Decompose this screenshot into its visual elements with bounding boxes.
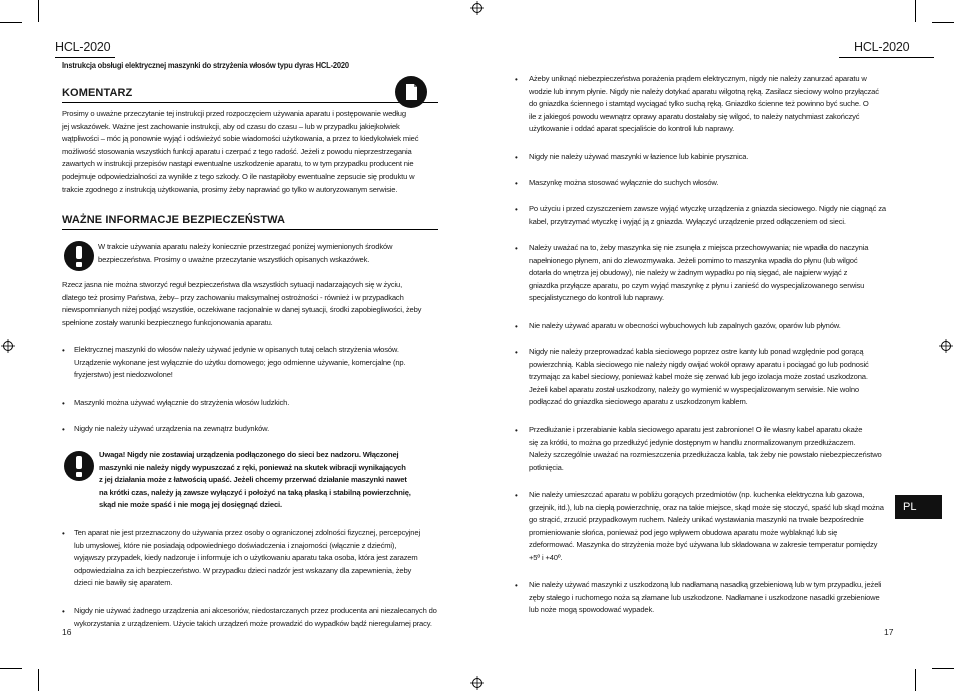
heading-rule (62, 229, 438, 230)
bullet-item: Maszynkę można stosować wyłącznie do suchych włosów. (529, 178, 719, 187)
bullet-item: Ten aparat nie jest przeznaczony do używania przez osoby o ograniczonej zdolności fizycznej, percepcyjnej lub umysłowej, które nie posiadają odpowiedniego doświadczenia i znajomości (włącznie z dziećmi), wyjąwszy przypadek, kiedy nadzoruje i informuje ich o użytkowaniu aparatu taka osoba, która jest zarazem odpowiedzialna za ich bezpieczeństwo. W przypadku dzieci nadzór jest wskazany dla zapewnienia, żeby dzieci nie bawiły się aparatem. (74, 528, 420, 588)
bullet-marker: • (515, 426, 518, 435)
page-number: 17 (884, 627, 894, 637)
bullet-item: Nigdy nie należy przeprowadzać kabla sieciowego poprzez ostre kanty lub ponad względnie pod gorącą powierzchnią. Kabla sieciowego nie należy nigdy owijać wokół oprawy aparatu i pociągać go lub podnosić trzymając za kabel sieciowy, ponieważ kabel może się zerwać lub jego izolacja może zostać uszkodzona. Jeżeli kabel aparatu został uszkodzony, należy go wymienić w wyspecjalizowanym serwisie. Nie wolno podłączać do gniazdka sieciowego aparatu z uszkodzonym kablem. (529, 347, 869, 407)
language-tab: PL (895, 495, 942, 519)
bullet-item: Elektrycznej maszynki do włosów należy używać jedynie w opisanych tutaj celach strzyżenia włosów. Urządzenie wykonane jest wyłącznie do użytku domowego; jego odmienne używanie, komercjalne (np. fryzjerstwo) jest niedozwolone! (74, 345, 406, 380)
bullet-marker: • (515, 244, 518, 253)
right-page (477, 0, 954, 691)
bullet-marker: • (62, 399, 65, 408)
safety-heading: WAŻNE INFORMACJE BEZPIECZEŃSTWA (62, 214, 286, 226)
safety-note: W trakcie używania aparatu należy koniecznie przestrzegać poniżej wymienionych środków bezpieczeństwa. Prosimy o uważne przeczytanie wszystkich opisanych wskazówek. (98, 242, 393, 264)
bullet-item: Nigdy nie należy używać urządzenia na zewnątrz budynków. (74, 424, 270, 433)
bullet-item: Przedłużanie i przerabianie kabla sieciowego aparatu jest zabronione! O ile własny kabel aparatu okaże się za krótki, to można go przedłużyć jedynie dostępnym w handlu znormalizowanym przedłużaczem. Należy szczególnie uważać na rozmieszczenia przedłużacza kabla, tak żeby nie powstało niebezpieczeństwo potknięcia. (529, 425, 882, 472)
rules-paragraph: Rzecz jasna nie można stworzyć reguł bezpieczeństwa dla wszystkich sytuacji nadarzających się w życiu, dlatego też prosimy Państwa, żeby– przy zachowaniu maksymalnej ostrożności - również i w przypadkach niewspomnianych niżej podjąć wszystkie, oczekiwane racjonalnie w danej sytuacji, środki zapobiegliwości, żeby spełnione zostały warunki bezpiecznego funkcjonowania aparatu. (62, 280, 422, 327)
bullet-marker: • (515, 75, 518, 84)
header-rule (55, 57, 115, 58)
bullet-item: Ażeby uniknąć niebezpieczeństwa porażenia prądem elektrycznym, nigdy nie należy zanurzać aparatu w wodzie lub innym płynie. Nigdy nie należy dotykać aparatu wilgotną ręką. Zasilacz sieciowy wolno przyłączać do gniazdka ściennego i stamtąd wyciągać tylko suchą ręką. Gniazdko ścienne też powinno być suche. O ile z jakiegoś powodu wewnątrz oprawy aparatu dostałaby się wilgoć, to należy natychmiast zakończyć użytkowanie i oddać aparat specjaliście do kontroli lub naprawy. (529, 74, 879, 134)
bullet-marker: • (515, 491, 518, 500)
bullet-item: Maszynki można używać wyłącznie do strzyżenia włosów ludzkich. (74, 398, 290, 407)
comment-paragraph: Prosimy o uważne przeczytanie tej instrukcji przed rozpoczęciem używania aparatu i postępowanie według jej wskazówek. Ważne jest zachowanie instrukcji, aby od czasu do czasu – lub w przypadku jakiejkolwiek wątpliwości – móc ją ponownie wyjąć i odświeżyć sobie wiadomości użytkowania, a przez to kiedykolwiek mieć możliwość stosowania wszystkich funkcji aparatu i czerpać z tego radość. Jeżeli z powodu nieprzestrzegania zawartych w instrukcji przepisów nastąpi ewentualne uszkodzenie aparatu, to w tym przypadku producent nie podejmuje odpowiedzialności za wynikłe z tego szkody. O ile nastąpiłoby ewentualne zepsucie się produktu w trakcie zgodnego z instrukcją użytkowania, prosimy żeby naprawiać go tylko w autoryzowanym serwisie. (62, 109, 419, 194)
bullet-item: Nie należy używać maszynki z uszkodzoną lub nadłamaną nasadką grzebieniową lub w tym przypadku, jeżeli zęby stałego i ruchomego noża są złamane lub uszkodzone. Nadłamane i uszkodzone nasadki grzebieniowe lub noże mogą spowodować wypadek. (529, 580, 882, 615)
warning-icon (64, 241, 94, 271)
bullet-marker: • (515, 205, 518, 214)
bullet-item: Nigdy nie należy używać maszynki w łazience lub kabinie prysznica. (529, 152, 749, 161)
bullet-item: Nie należy używać aparatu w obecności wybuchowych lub zapalnych gazów, oparów lub płynów. (529, 321, 841, 330)
bullet-item: Nigdy nie używać żadnego urządzenia ani akcesoriów, niedostarczanych przez producenta ani niezalecanych do wykorzystania z urządzeniem. Użycie takich urządzeń może prowadzić do wypadków bądź nieregularnej pracy. (74, 606, 437, 628)
bullet-item: Należy uważać na to, żeby maszynka się nie zsunęła z miejsca przechowywania; nie wpadła do naczynia napełnionego płynem, ani do zlewozmywaka. Jeżeli pomimo to maszynka wpadła do płynu (lub wilgoć dotarła do wnętrza jej obudowy), nie należy w żadnym wypadku po nią sięgać, ale najpierw wyjąć z gniazdka przyłącze aparatu, po czym wyjąć maszynkę z płynu i zanieść do wyspecjalizowanego serwisu specjalistycznego do kontroli lub naprawy. (529, 243, 869, 303)
bullet-marker: • (62, 346, 65, 355)
document-title: Instrukcja obsługi elektrycznej maszynki do strzyżenia włosów typu dyras HCL-2020 (62, 61, 349, 70)
warning-icon (64, 451, 94, 481)
heading-rule (62, 102, 438, 103)
bullet-item: Nie należy umieszczać aparatu w pobliżu gorących przedmiotów (np. kuchenka elektryczna lub gazowa, grzejnik, itd.), lub na ciepłą powierzchnię, oraz na takie miejsce, skąd może się stoczyć, spaść lub skąd można go strącić, zrzucić przypadkowym ruchem. Należy unikać wystawiania maszynki na trwałe bezpośrednie promieniowanie słońca, ponieważ pod jego wpływem obudowa aparatu może wyblaknąć lub się zdeformować. Maszynka do strzyżenia może być używana lub składowana w zakresie temperatur pomiędzy +5º i +40º. (529, 490, 884, 562)
model-label: HCL-2020 (55, 40, 111, 54)
model-label: HCL-2020 (854, 40, 910, 54)
warning-paragraph: Uwaga! Nigdy nie zostawiaj urządzenia podłączonego do sieci bez nadzoru. Włączonej maszynki nie należy nigdy wypuszczać z ręki, ponieważ na skutek wibracji wynikających z jej działania może z łatwością upaść. Jeżeli chcemy przerwać działanie maszynki nawet na krótki czas, należy ją zawsze wyłączyć i położyć na taką płaską i stabilną powierzchnię, skąd nie może spaść i nie mogą jej dosięgnąć dzieci. (99, 450, 411, 510)
bullet-marker: • (515, 179, 518, 188)
bullet-item: Po użyciu i przed czyszczeniem zawsze wyjąć wtyczkę urządzenia z gniazda sieciowego. Nigdy nie ciągnąć za kabel, przytrzymać wtyczkę i wyjąć ją z gniazda. Wyłączyć urządzenie przed odłączeniem od sieci. (529, 204, 886, 226)
document-icon (395, 76, 427, 108)
bullet-marker: • (515, 153, 518, 162)
page-number: 16 (62, 627, 72, 637)
bullet-marker: • (62, 425, 65, 434)
bullet-marker: • (62, 529, 65, 538)
bullet-marker: • (515, 322, 518, 331)
bullet-marker: • (515, 581, 518, 590)
header-rule (839, 57, 934, 58)
bullet-marker: • (62, 607, 65, 616)
bullet-marker: • (515, 348, 518, 357)
comment-heading: KOMENTARZ (62, 87, 133, 99)
